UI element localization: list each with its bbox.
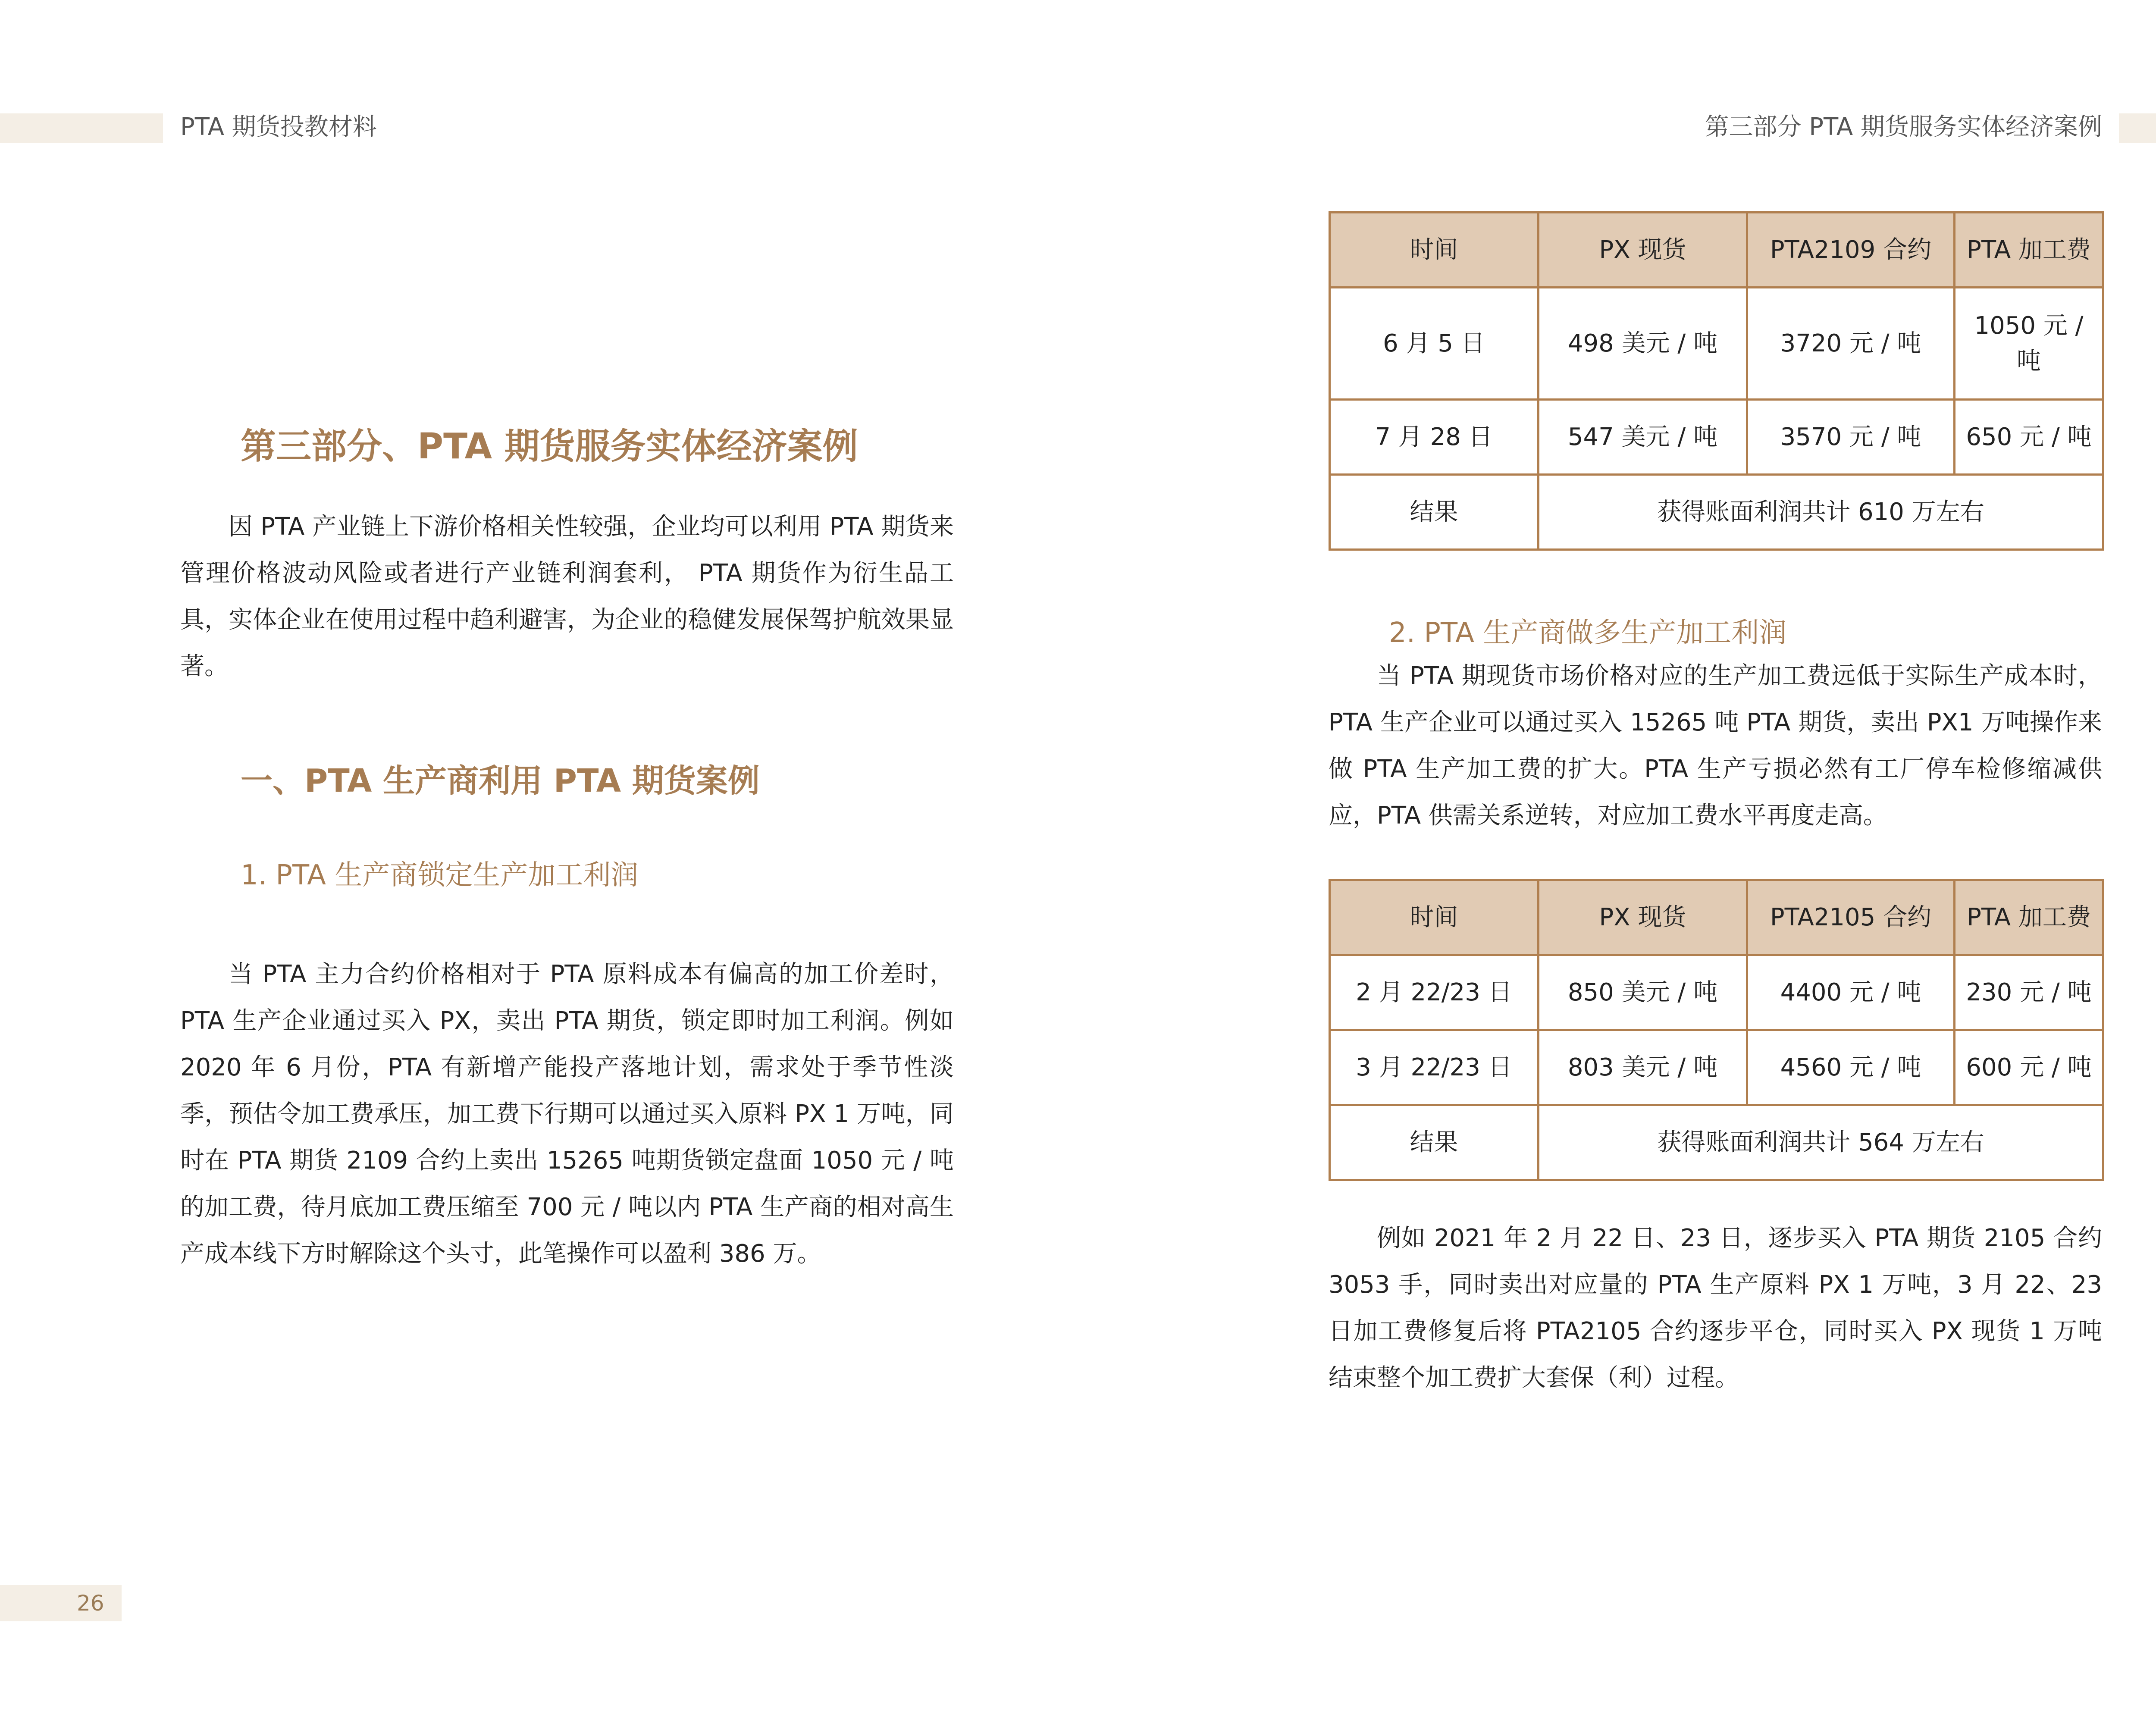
table-2-header-cell: PX 现货 <box>1539 880 1747 955</box>
table-2-header-cell: PTA2105 合约 <box>1747 880 1955 955</box>
table-cell: 7 月 28 日 <box>1330 400 1539 475</box>
table-1-result-value: 获得账面利润共计 610 万左右 <box>1539 475 2103 550</box>
subsection-2-body: 当 PTA 期现货市场价格对应的生产加工费远低于实际生产成本时，PTA 生产企业可以通过买入 15265 吨 PTA 期货，卖出 PX1 万吨操作来做 PTA 生产加工费的扩大。PTA 生产亏损必然有工厂停车检修缩减供应，PTA 供需关系逆转，对应加工费水平再度走高。 <box>1329 662 2102 830</box>
table-cell: 803 美元 / 吨 <box>1539 1030 1747 1105</box>
table-2-header-row <box>1330 880 2103 955</box>
table-1-header-cell: PX 现货 <box>1539 213 1747 288</box>
table-1-result-label: 结果 <box>1330 475 1539 550</box>
table-1-header-cell: 时间 <box>1330 213 1539 288</box>
table-cell: 2 月 22/23 日 <box>1330 955 1539 1030</box>
table-cell: 498 美元 / 吨 <box>1539 288 1747 400</box>
table-1-header-row <box>1330 213 2103 288</box>
table-cell: 4560 元 / 吨 <box>1747 1030 1955 1105</box>
table-cell: 850 美元 / 吨 <box>1539 955 1747 1030</box>
header-right-title: 第三部分 PTA 期货服务实体经济案例 <box>1705 113 2102 141</box>
intro-paragraph: 因 PTA 产业链上下游价格相关性较强，企业均可以利用 PTA 期货来管理价格波动风险或者进行产业链利润套利， PTA 期货作为衍生品工具，实体企业在使用过程中趋利避害，为企业的稳健发展保驾护航效果显著。 <box>180 513 954 680</box>
subsection-1-body: 当 PTA 主力合约价格相对于 PTA 原料成本有偏高的加工价差时，PTA 生产企业通过买入 PX，卖出 PTA 期货，锁定即时加工利润。例如 2020 年 6 月份，PTA 有新增产能投产落地计划，需求处于季节性淡季，预估令加工费承压，加工费下行期可以通过买入原料 PX 1 万吨，同时在 PTA 期货 2109 合约上卖出 15265 吨期货锁定盘面 1050 元 / 吨的加工费，待月底加工费压缩至 700 元 / 吨以内 PTA 生产商的相对高生产成本线下方时解除这个头寸，此笔操作可以盈利 386 万。 <box>180 960 954 1268</box>
table-2-result-row <box>1330 1105 2103 1180</box>
table-cell: 547 美元 / 吨 <box>1539 400 1747 475</box>
table-1-header-cell: PTA2109 合约 <box>1747 213 1955 288</box>
table-2-result-label: 结果 <box>1330 1105 1539 1180</box>
example-paragraph: 例如 2021 年 2 月 22 日、23 日，逐步买入 PTA 期货 2105 合约 3053 手，同时卖出对应量的 PTA 生产原料 PX 1 万吨，3 月 22、23 日加工费修复后将 PTA2105 合约逐步平仓，同时买入 PX 现货 1 万吨结束整个加工费扩大套保（利）过程。 <box>1329 1224 2102 1392</box>
table-row <box>1330 955 2103 1030</box>
table-cell: 6 月 5 日 <box>1330 288 1539 400</box>
header-band-right <box>2119 113 2156 143</box>
header-band-left <box>0 113 163 143</box>
table-row <box>1330 400 2103 475</box>
table-row <box>1330 288 2103 400</box>
subsection-2-title: 2. PTA 生产商做多生产加工利润 <box>1389 617 1787 649</box>
part-title: 第三部分、PTA 期货服务实体经济案例 <box>241 426 858 467</box>
table-2-result-value: 获得账面利润共计 564 万左右 <box>1539 1105 2103 1180</box>
section-title: 一、PTA 生产商利用 PTA 期货案例 <box>241 762 760 799</box>
table-cell: 650 元 / 吨 <box>1955 400 2103 475</box>
header-left-title: PTA 期货投教材料 <box>180 113 377 141</box>
table-cell: 230 元 / 吨 <box>1955 955 2103 1030</box>
table-cell: 600 元 / 吨 <box>1955 1030 2103 1105</box>
table-cell: 1050 元 / 吨 <box>1955 288 2103 400</box>
table-2-header-cell: PTA 加工费 <box>1955 880 2103 955</box>
table-cell: 4400 元 / 吨 <box>1747 955 1955 1030</box>
table-2 <box>1329 879 2104 1181</box>
table-cell: 3 月 22/23 日 <box>1330 1030 1539 1105</box>
table-2-header-cell: 时间 <box>1330 880 1539 955</box>
table-cell: 3570 元 / 吨 <box>1747 400 1955 475</box>
table-row <box>1330 1030 2103 1105</box>
table-cell: 3720 元 / 吨 <box>1747 288 1955 400</box>
table-1 <box>1329 211 2104 551</box>
subsection-1-title: 1. PTA 生产商锁定生产加工利润 <box>241 859 639 891</box>
table-1-header-cell: PTA 加工费 <box>1955 213 2103 288</box>
table-1-result-row <box>1330 475 2103 550</box>
page-number-left: 26 <box>77 1591 104 1616</box>
